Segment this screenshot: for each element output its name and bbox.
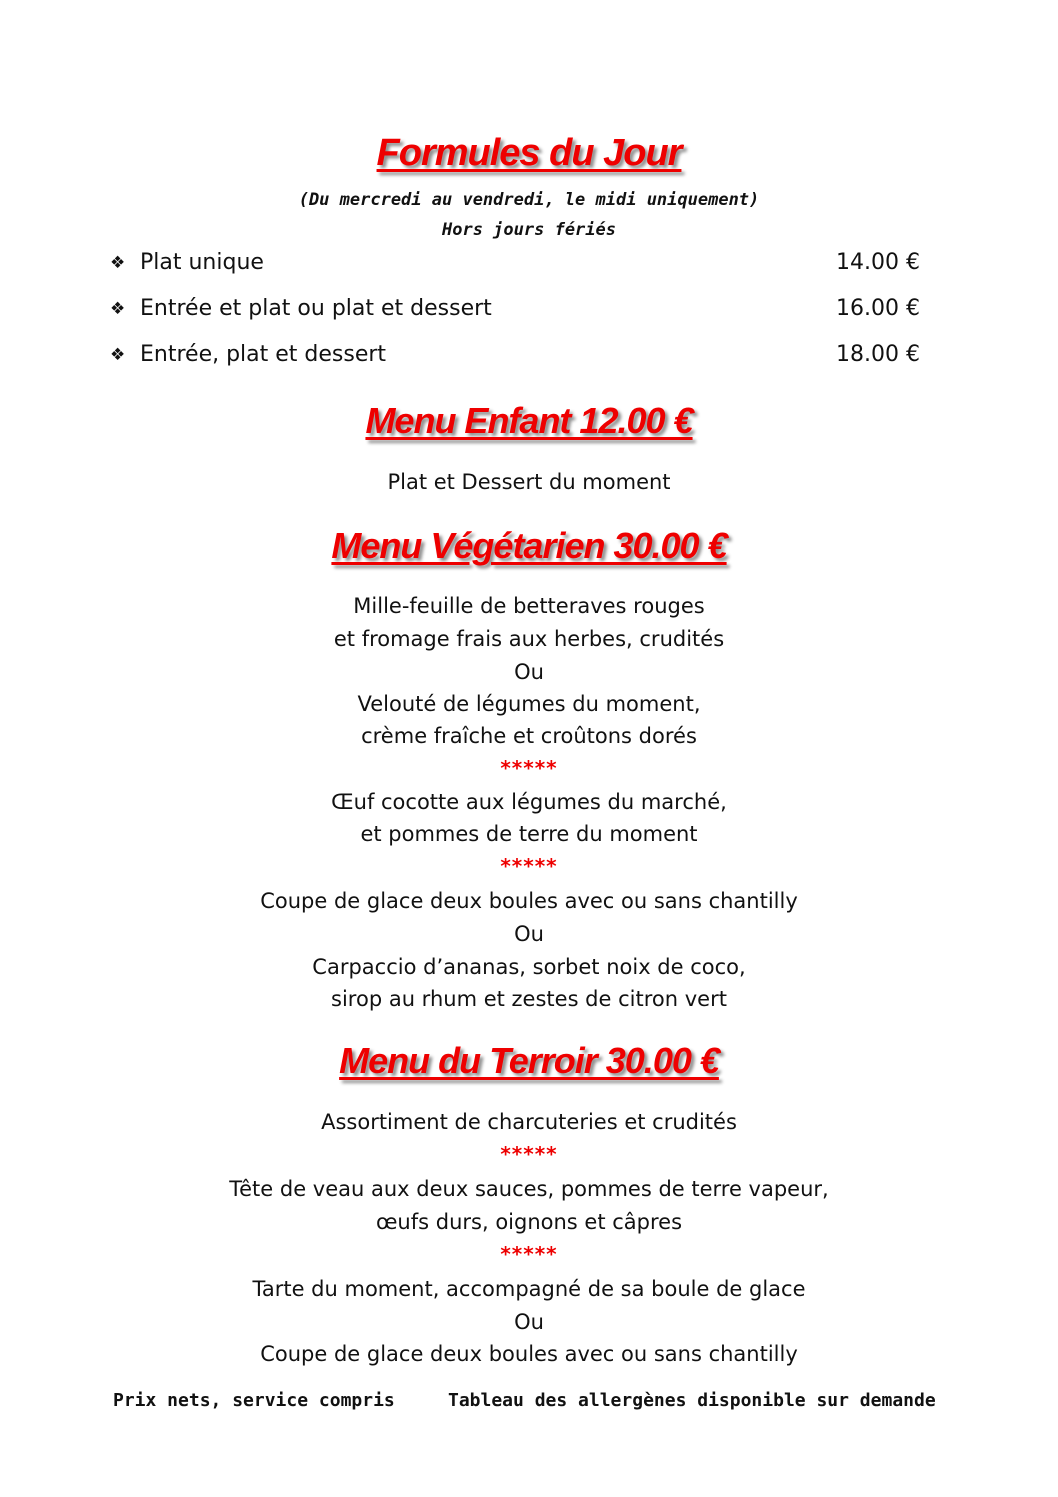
formula-price: 18.00 € (836, 342, 920, 367)
menu-line: Ou (514, 660, 544, 684)
menu-line: Coupe de glace deux boules avec ou sans chantilly (260, 1342, 798, 1366)
formula-label: Entrée et plat ou plat et dessert (140, 296, 492, 321)
menu-line: et fromage frais aux herbes, crudités (333, 627, 725, 651)
menu-line: Carpaccio d’ananas, sorbet noix de coco, (312, 955, 746, 979)
menu-line: Tarte du moment, accompagné de sa boule de glace (252, 1277, 806, 1301)
stars-separator: ***** (500, 1242, 558, 1266)
diamond-bullet-icon: ❖ (110, 252, 126, 273)
stars-separator: ***** (500, 1142, 558, 1166)
menu-line: Mille-feuille de betteraves rouges (353, 594, 705, 618)
menu-line: et pommes de terre du moment (360, 822, 698, 846)
formules-subtitle-2: Hors jours fériés (442, 220, 616, 240)
menu-line: Œuf cocotte aux légumes du marché, (331, 790, 727, 814)
diamond-bullet-icon: ❖ (110, 298, 126, 319)
formula-item (110, 342, 920, 367)
formula-label: Entrée, plat et dessert (140, 342, 387, 367)
stars-separator: ***** (500, 756, 558, 780)
menu-line: Assortiment de charcuteries et crudités (321, 1110, 737, 1134)
formules-subtitle: (Du mercredi au vendredi, le midi uniquement) (298, 190, 760, 210)
formula-item (110, 296, 920, 321)
menu-line: crème fraîche et croûtons dorés (361, 724, 697, 748)
formula-price: 14.00 € (836, 250, 920, 275)
menu-line: Tête de veau aux deux sauces, pommes de terre vapeur, (229, 1177, 829, 1201)
terroir-title: Menu du Terroir 30.00 € (339, 1040, 719, 1081)
formula-price: 16.00 € (836, 296, 920, 321)
vegetarien-title: Menu Végétarien 30.00 € (331, 525, 727, 566)
menu-line: Velouté de légumes du moment, (357, 692, 701, 716)
footer-prices-note: Prix nets, service compris (113, 1390, 395, 1411)
footer-allergens-note: Tableau des allergènes disponible sur demande (448, 1390, 936, 1411)
menu-line: Ou (514, 1310, 544, 1334)
stars-separator: ***** (500, 854, 558, 878)
enfant-title: Menu Enfant 12.00 € (365, 400, 693, 441)
formules-title: Formules du Jour (376, 132, 682, 174)
formula-label: Plat unique (140, 250, 264, 275)
diamond-bullet-icon: ❖ (110, 344, 126, 365)
enfant-line: Plat et Dessert du moment (387, 470, 671, 494)
menu-line: œufs durs, oignons et câpres (375, 1210, 683, 1234)
menu-line: Ou (514, 922, 544, 946)
menu-line: Coupe de glace deux boules avec ou sans chantilly (260, 889, 798, 913)
formula-item (110, 250, 920, 275)
menu-line: sirop au rhum et zestes de citron vert (331, 987, 727, 1011)
